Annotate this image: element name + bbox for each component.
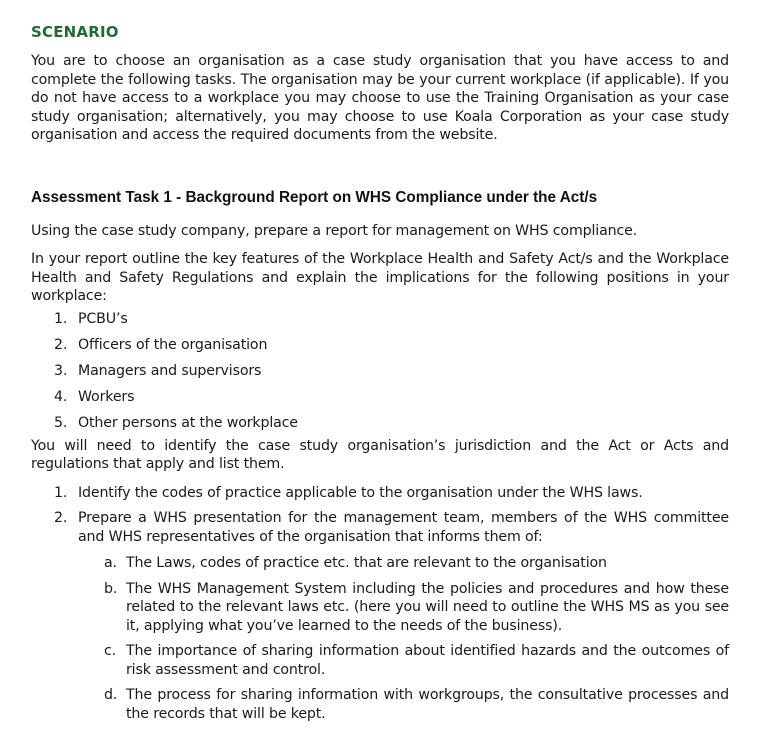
- positions-list: [31, 310, 729, 433]
- presentation-topics-list: [78, 554, 729, 723]
- list-marker: 2.: [54, 510, 68, 526]
- assessment-task-heading: Assessment Task 1 - Background Report on WHS Compliance under the Act/s: [31, 188, 598, 206]
- list-marker: a.: [104, 555, 117, 571]
- list-item-text: The importance of sharing information about identified hazards and the outcomes of risk assessment and control.: [126, 643, 729, 678]
- sub-list-item: [78, 554, 729, 573]
- list-item-text: Prepare a WHS presentation for the management team, members of the WHS committee and WHS representatives of the organisation that informs them of:: [78, 510, 729, 545]
- sub-list-item: [78, 686, 729, 723]
- list-marker: b.: [104, 580, 118, 597]
- list-item-text: Managers and supervisors: [78, 362, 262, 379]
- list-marker: 1.: [54, 310, 68, 327]
- list-item-text: Identify the codes of practice applicable to the organisation under the WHS laws.: [78, 484, 643, 501]
- list-marker: 2.: [54, 336, 68, 353]
- list-marker: d.: [104, 687, 118, 703]
- list-item-text: The process for sharing information with workgroups, the consultative processes and the records that will be kept.: [126, 687, 729, 722]
- sub-list-item: [78, 580, 729, 636]
- list-marker: 4.: [54, 388, 68, 405]
- list-item: [31, 509, 729, 723]
- list-item: [31, 484, 729, 503]
- jurisdiction-paragraph: You will need to identify the case study organisation’s jurisdiction and the Act or Acts and regulations that apply and list them.: [31, 437, 729, 472]
- list-item: [31, 388, 729, 407]
- list-item: [31, 336, 729, 355]
- list-item-text: Workers: [78, 388, 135, 405]
- scenario-paragraph: You are to choose an organisation as a case study organisation that you have access to and complete the following tasks. The organisation may be your current workplace (if applicable). If you do not have access to a workplace you may choose to use the Training Organisation as your case study organisation; alternatively, you may choose to use Koala Corporation as your case study organisation and access the required documents from the website.: [31, 53, 729, 143]
- scenario-heading: SCENARIO: [31, 23, 119, 41]
- list-marker: c.: [104, 643, 117, 659]
- task-intro-paragraph: Using the case study company, prepare a report for management on WHS compliance.: [31, 222, 638, 239]
- sub-list-item: [78, 642, 729, 679]
- document-page: [31, 22, 729, 730]
- task-outline-paragraph: In your report outline the key features of the Workplace Health and Safety Act/s and the Workplace Health and Safety Regulations and explain the implications for the following positions in your workplace:: [31, 251, 729, 304]
- task-steps-list: [31, 484, 729, 724]
- list-item-text: PCBU’s: [78, 310, 128, 327]
- list-marker: 5.: [54, 414, 68, 431]
- list-item: [31, 414, 729, 433]
- list-item-text: The Laws, codes of practice etc. that are relevant to the organisation: [126, 555, 607, 571]
- list-marker: 1.: [54, 484, 68, 501]
- list-item: [31, 362, 729, 381]
- list-marker: 3.: [54, 362, 68, 379]
- list-item: [31, 310, 729, 329]
- list-item-text: The WHS Management System including the policies and procedures and how these related to the relevant laws etc. (here you will need to outline the WHS MS as you see it, applying what you’ve learned to the needs of the business).: [126, 580, 729, 634]
- list-item-text: Other persons at the workplace: [78, 414, 298, 431]
- list-item-text: Officers of the organisation: [78, 336, 268, 353]
